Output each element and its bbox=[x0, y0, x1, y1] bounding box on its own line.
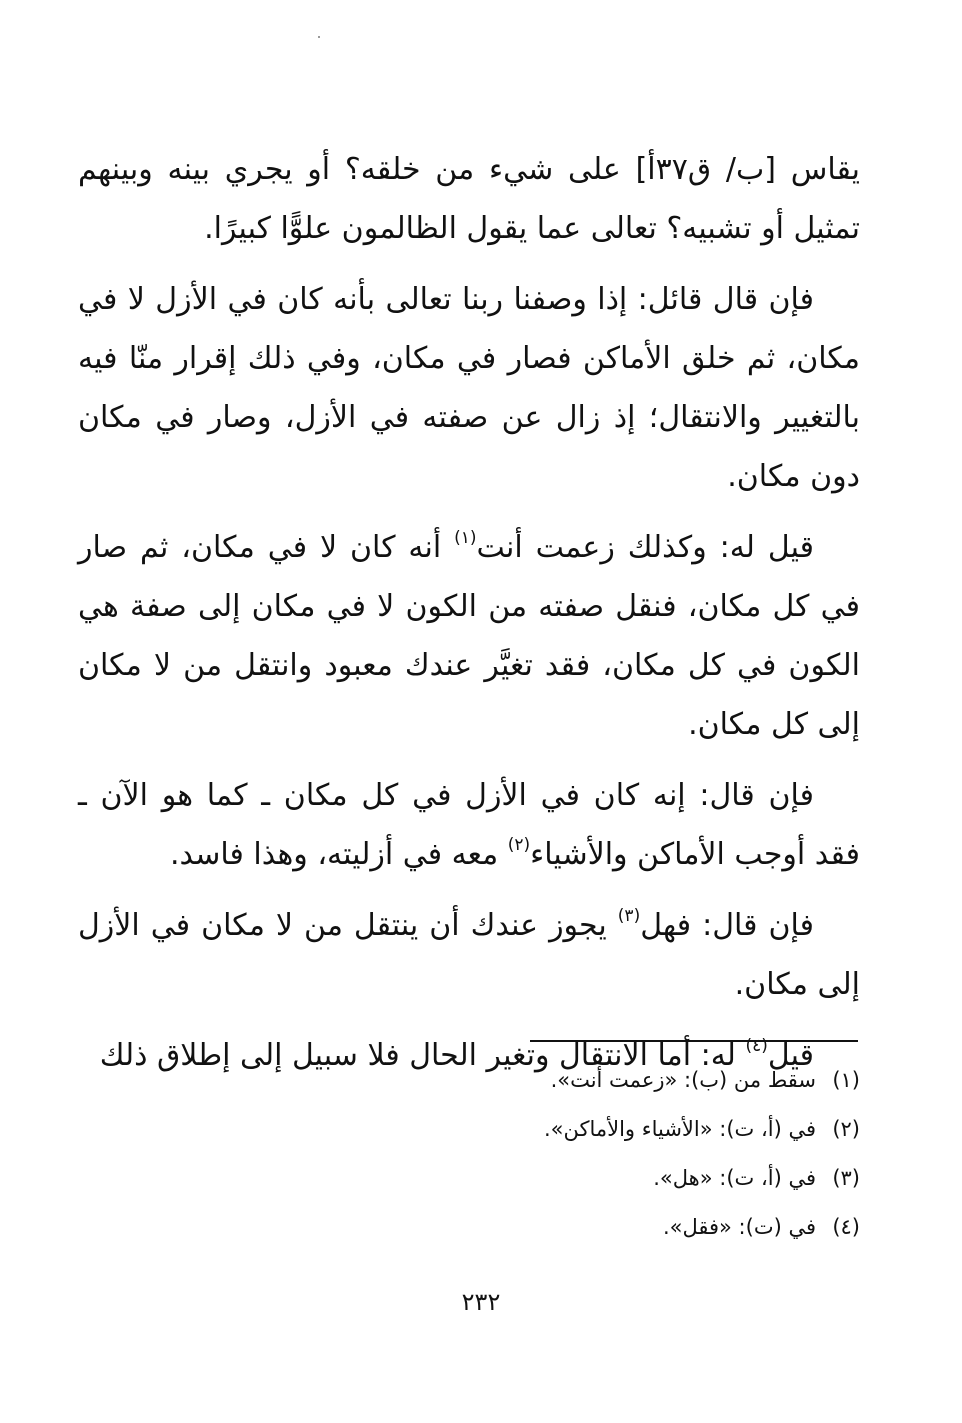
footnote-number: (٤) bbox=[832, 1215, 860, 1239]
paragraph-text: معه في أزليته، وهذا فاسد. bbox=[169, 837, 508, 872]
footnote-number: (٣) bbox=[832, 1166, 860, 1190]
footnote-2 bbox=[360, 1105, 860, 1154]
footnote-text: في (أ، ت): «الأشياء والأماكن». bbox=[543, 1117, 816, 1141]
footnote-text: سقط من (ب): «زعمت أنت». bbox=[550, 1068, 816, 1092]
footnote-ref-1[interactable]: (١) bbox=[454, 528, 477, 548]
paragraph-5 bbox=[78, 896, 860, 1014]
paragraph-2 bbox=[78, 270, 860, 506]
paragraph-text: فإن قال: إنه كان في الأزل في كل مكان ـ كما هو الآن ـ فقد أوجب الأماكن والأشياء bbox=[78, 778, 860, 872]
paragraph-text: قيل bbox=[767, 1038, 814, 1073]
footnote-text: في (أ، ت): «هل». bbox=[653, 1166, 816, 1190]
scan-speck bbox=[318, 36, 320, 38]
footnote-4 bbox=[360, 1203, 860, 1252]
footnote-ref-2[interactable]: (٢) bbox=[507, 835, 531, 855]
paragraph-text: له: أما الانتقال وتغير الحال فلا سبيل إلى إطلاق ذلك bbox=[99, 1038, 746, 1073]
paragraph-4 bbox=[78, 766, 860, 884]
paragraph-text: فإن قال قائل: إذا وصفنا ربنا تعالى بأنه كان في الأزل لا في مكان، ثم خلق الأماكن فصار في مكان، وفي ذلك إقرار منّا فيه بالتغيير والانتقال؛ إذ زال عن صفته في الأزل، وصار في مكان دون مكان. bbox=[78, 282, 860, 494]
paragraph-text: قيل له: وكذلك زعمت أنت bbox=[476, 530, 814, 565]
footnote-divider bbox=[530, 1040, 858, 1042]
footnote-1 bbox=[360, 1056, 860, 1105]
paragraph-3 bbox=[78, 518, 860, 754]
footnote-3 bbox=[360, 1154, 860, 1203]
paragraph-text: يجوز عندك أن ينتقل من لا مكان في الأزل إلى مكان. bbox=[78, 908, 860, 1002]
paragraph-text: أنه كان لا في مكان، ثم صار في كل مكان، فنقل صفته من الكون لا في مكان إلى صفة هي الكون في كل مكان، فقد تغيَّر عندك معبود وانتقل من لا مكان إلى كل مكان. bbox=[78, 530, 860, 742]
footnote-number: (٢) bbox=[832, 1117, 860, 1141]
footnotes bbox=[360, 1056, 860, 1252]
paragraph-text: فإن قال: فهل bbox=[640, 908, 814, 943]
footnote-ref-3[interactable]: (٣) bbox=[617, 906, 641, 926]
paragraph-text: يقاس [ب/ ق٣٧أ] على شيء من خلقه؟ أو يجري بينه وبينهم تمثيل أو تشبيه؟ تعالى عما يقول الظالمون علوًّا كبيرًا. bbox=[78, 152, 860, 246]
footnote-number: (١) bbox=[832, 1068, 860, 1092]
footnote-ref-4[interactable]: (٤) bbox=[745, 1036, 768, 1056]
main-text bbox=[78, 140, 860, 1097]
page-number: ٢٣٢ bbox=[461, 1288, 501, 1316]
paragraph-1 bbox=[78, 140, 860, 258]
footnote-text: في (ت): «فقل». bbox=[662, 1215, 816, 1239]
